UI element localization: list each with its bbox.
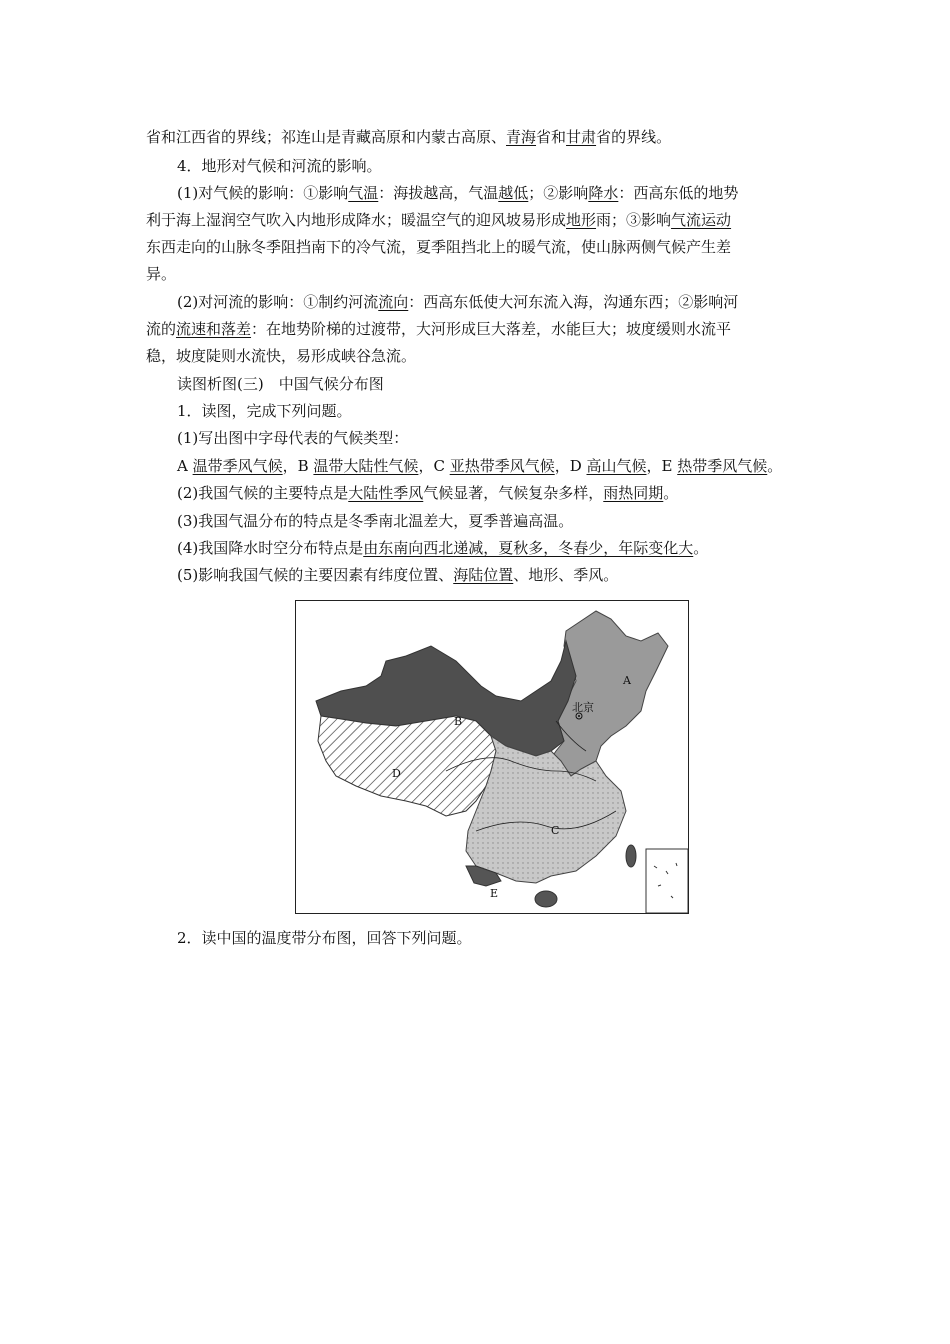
question-1-4: (4)我国降水时空分布特点是由东南向西北递减，夏秋多，冬春少，年际变化大。 [177, 539, 709, 557]
section-heading-4: 4．地形对气候和河流的影响。 [177, 157, 382, 175]
hainan-island [535, 891, 557, 907]
label-D: D [392, 767, 401, 780]
label-beijing: 北京 [572, 701, 594, 714]
text-climate-3: 东西走向的山脉冬季阻挡南下的冷气流，夏季阻挡北上的暖气流，使山脉两侧气候产生差 [146, 238, 732, 256]
text-climate-2: 利于海上湿润空气吹入内地形成降水；暖温空气的迎风坡易形成地形雨；③影响气流运动 [146, 211, 732, 229]
question-1-2: (2)我国气候的主要特点是大陆性季风气候显著，气候复杂多样，雨热同期。 [177, 484, 679, 502]
region-highland [318, 716, 496, 816]
figure-title: 读图析图(三) 中国气候分布图 [177, 375, 384, 393]
label-B: B [454, 715, 463, 728]
taiwan-island [626, 845, 636, 867]
text-line-1: 省和江西省的界线；祁连山是青藏高原和内蒙古高原、青海省和甘肃省的界线。 [146, 128, 672, 146]
text-river-1: (2)对河流的影响：①制约河流流向：西高东低使大河东流入海，沟通东西；②影响河 [177, 293, 739, 311]
china-climate-map [295, 600, 689, 914]
question-1-1: (1)写出图中字母代表的气候类型： [177, 429, 409, 447]
question-1-5: (5)影响我国气候的主要因素有纬度位置、海陆位置、地形、季风。 [177, 566, 619, 584]
question-1-3: (3)我国气温分布的特点是冬季南北温差大，夏季普遍高温。 [177, 512, 574, 530]
text-river-2: 流的流速和落差：在地势阶梯的过渡带，大河形成巨大落差，水能巨大；坡度缓则水流平 [146, 320, 732, 338]
question-1: 1．读图，完成下列问题。 [177, 402, 352, 420]
south-sea-inset [646, 849, 688, 913]
label-A: A [623, 674, 631, 687]
text-river-3: 稳，坡度陡则水流快，易形成峡谷急流。 [146, 347, 417, 365]
text-climate-4: 异。 [146, 265, 177, 283]
climate-types-answer: A 温带季风气候，B 温带大陆性气候，C 亚热带季风气候，D 高山气候，E 热带季风气候。 [177, 457, 783, 475]
question-2: 2．读中国的温度带分布图，回答下列问题。 [177, 929, 472, 947]
map-svg [296, 601, 688, 913]
label-E: E [490, 887, 499, 900]
text-climate-1: (1)对气候的影响：①影响气温：海拔越高，气温越低；②影响降水：西高东低的地势 [177, 184, 739, 202]
label-C: C [551, 824, 560, 837]
